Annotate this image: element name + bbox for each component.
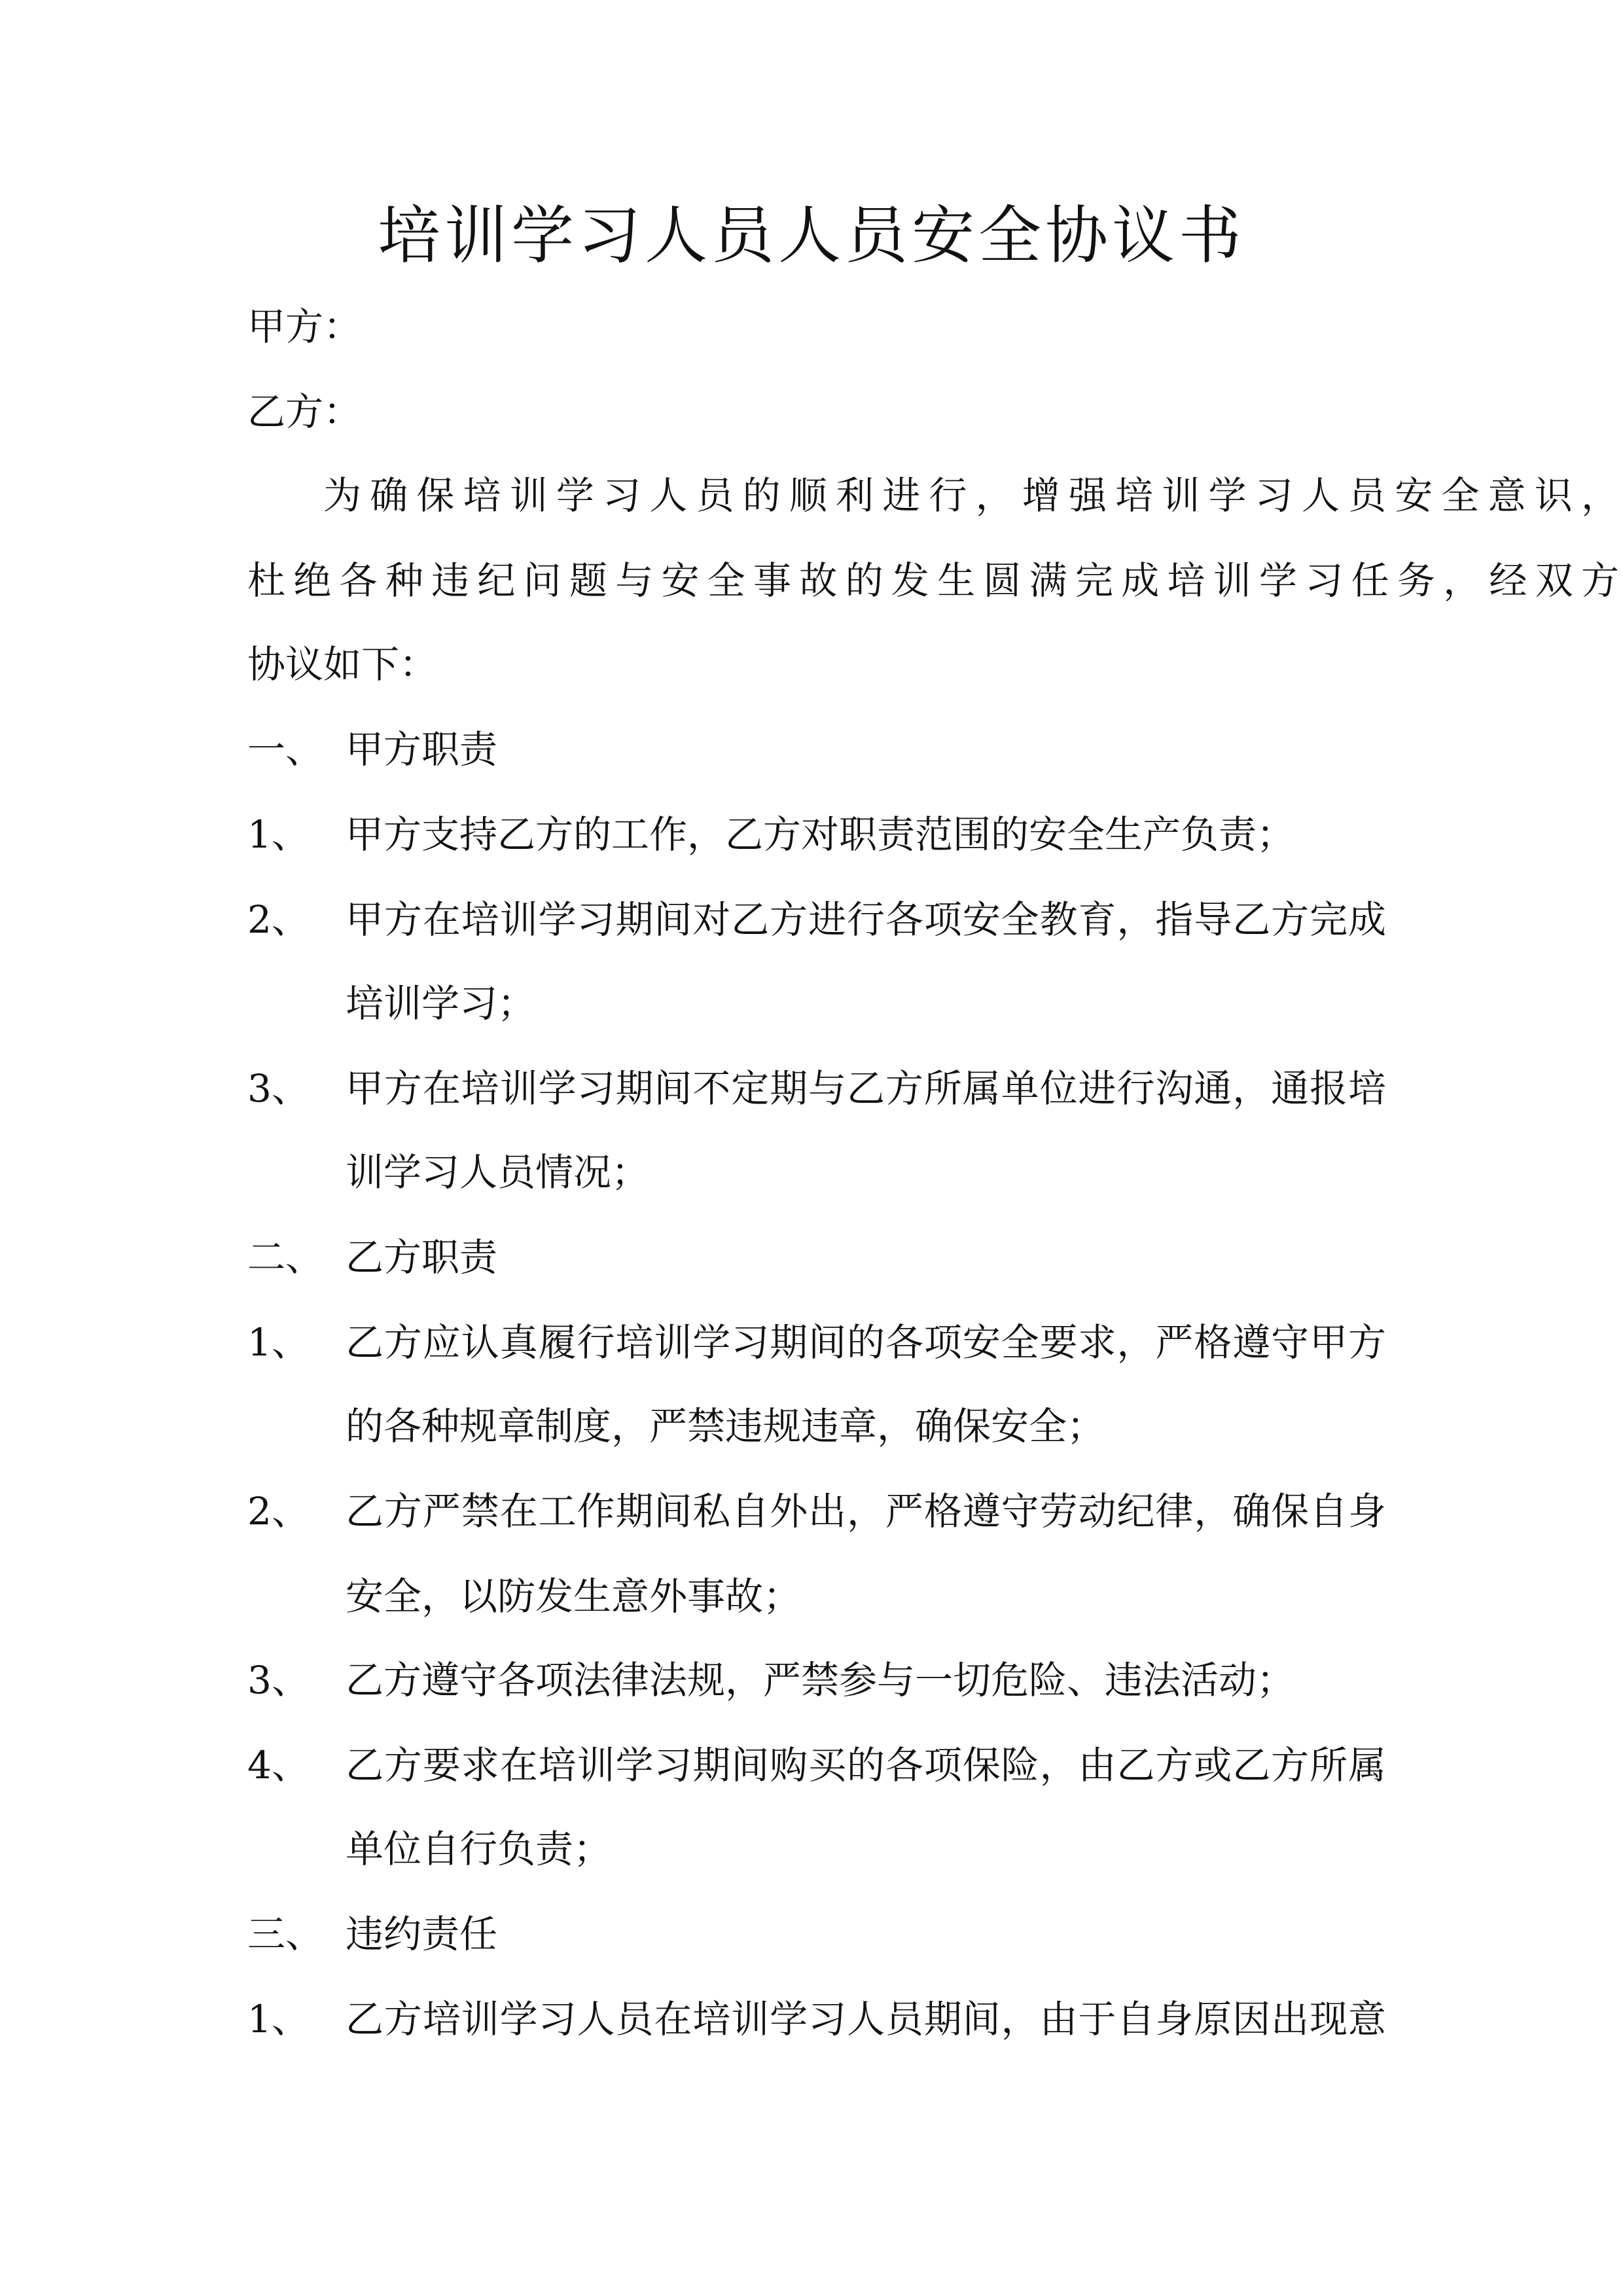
section-1-item-3-number: 3、 bbox=[247, 1066, 310, 1111]
section-3-item-1-number: 1、 bbox=[247, 1997, 310, 2041]
intro-line-3: 协议如下： bbox=[247, 642, 438, 687]
section-3-number: 三、 bbox=[247, 1912, 324, 1956]
section-1-number: 一、 bbox=[247, 727, 324, 772]
section-2-number: 二、 bbox=[247, 1235, 324, 1280]
section-1-item-1-number: 1、 bbox=[247, 812, 310, 857]
intro-line-1: 为确保培训学习人员的顺利进行，增强培训学习人员安全意识， bbox=[323, 473, 1619, 518]
section-2-item-3-number: 3、 bbox=[247, 1658, 310, 1702]
section-2-item-1-line-1: 乙方应认真履行培训学习期间的各项安全要求，严格遵守甲方 bbox=[346, 1320, 1386, 1365]
section-2-item-4-line-1: 乙方要求在培训学习期间购买的各项保险，由乙方或乙方所属 bbox=[346, 1743, 1386, 1787]
section-2-item-1-line-2: 的各种规章制度，严禁违规违章，确保安全； bbox=[346, 1404, 1105, 1448]
section-1-item-3-line-2: 训学习人员情况； bbox=[346, 1150, 650, 1194]
section-3-heading: 违约责任 bbox=[346, 1912, 498, 1956]
document-title: 培训学习人员人员安全协议书 bbox=[378, 199, 1245, 272]
section-1-item-2-line-1: 甲方在培训学习期间对乙方进行各项安全教育，指导乙方完成 bbox=[346, 897, 1386, 942]
section-2-item-4-line-2: 单位自行负责； bbox=[346, 1827, 612, 1871]
section-2-item-1-number: 1、 bbox=[247, 1320, 310, 1365]
section-2-item-2-line-2: 安全，以防发生意外事故； bbox=[346, 1574, 802, 1619]
section-1-item-2-number: 2、 bbox=[247, 897, 310, 942]
party-b-label: 乙方： bbox=[247, 389, 362, 434]
section-1-item-2-line-2: 培训学习； bbox=[346, 981, 536, 1026]
section-2-item-2-line-1: 乙方严禁在工作期间私自外出，严格遵守劳动纪律，确保自身 bbox=[346, 1489, 1386, 1534]
section-1-item-1-line-1: 甲方支持乙方的工作，乙方对职责范围的安全生产负责； bbox=[346, 812, 1295, 857]
section-2-item-4-number: 4、 bbox=[247, 1743, 310, 1787]
section-3-item-1-line-1: 乙方培训学习人员在培训学习人员期间，由于自身原因出现意 bbox=[346, 1997, 1386, 2041]
party-a-label: 甲方： bbox=[247, 304, 362, 349]
section-1-item-3-line-1: 甲方在培训学习期间不定期与乙方所属单位进行沟通，通报培 bbox=[346, 1066, 1386, 1111]
section-2-heading: 乙方职责 bbox=[346, 1235, 498, 1280]
section-2-item-2-number: 2、 bbox=[247, 1489, 310, 1534]
section-2-item-3-line-1: 乙方遵守各项法律法规，严禁参与一切危险、违法活动； bbox=[346, 1658, 1295, 1702]
section-1-heading: 甲方职责 bbox=[346, 727, 498, 772]
intro-line-2: 杜绝各种违纪问题与安全事故的发生圆满完成培训学习任务，经双方 bbox=[247, 558, 1619, 603]
